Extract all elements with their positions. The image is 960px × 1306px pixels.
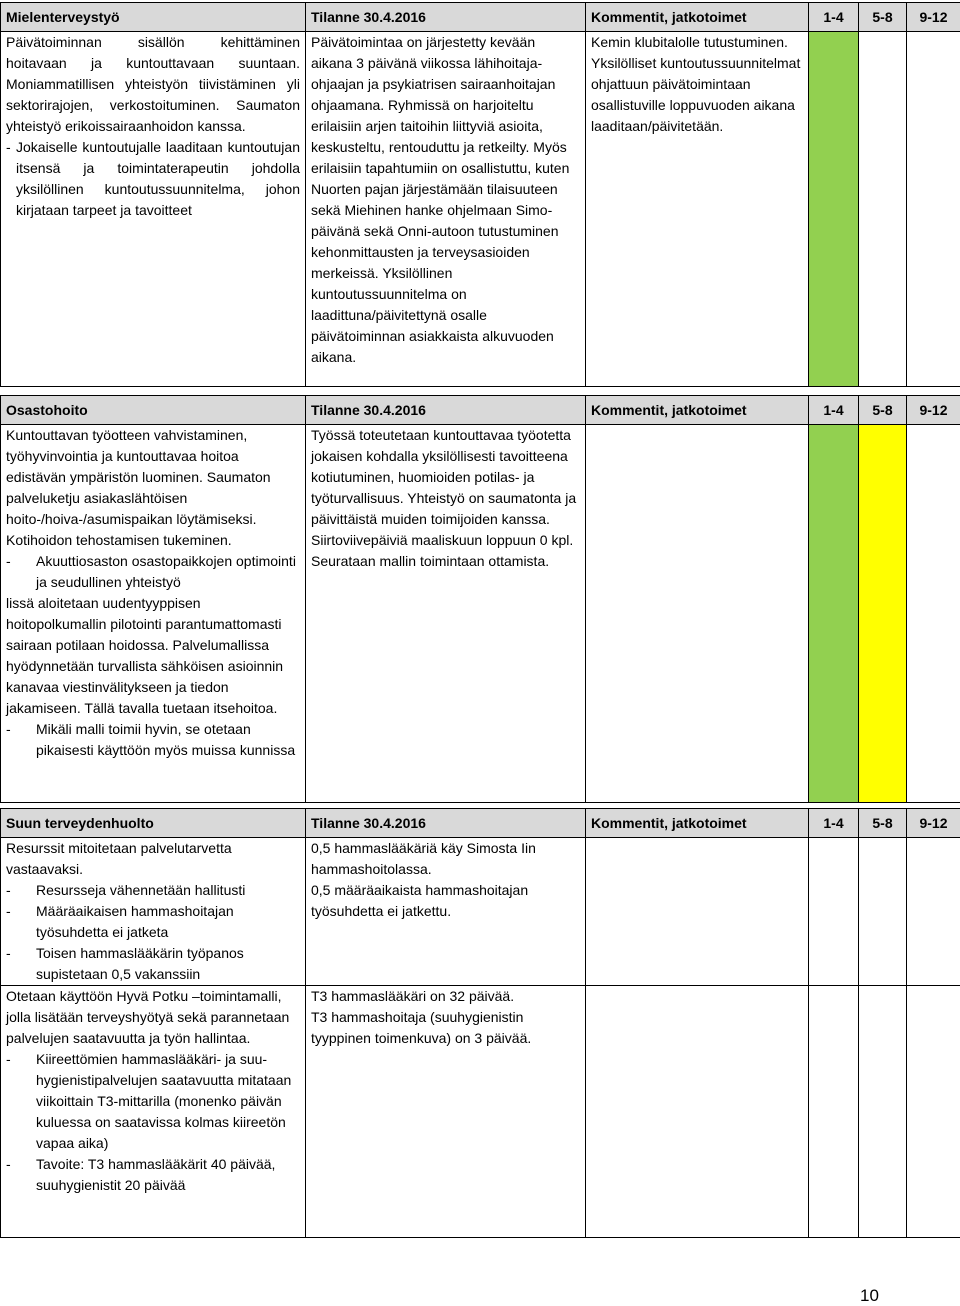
comments-cell bbox=[586, 838, 809, 986]
status-indicator-q1 bbox=[809, 425, 859, 803]
section-header bbox=[1, 396, 960, 425]
comments-cell bbox=[586, 986, 809, 1238]
status-text: Seurataan mallin toimintaan ottamista. bbox=[311, 551, 580, 572]
status-cell bbox=[306, 425, 586, 803]
comments-cell bbox=[586, 32, 809, 387]
status-date: Tilanne 30.4.2016 bbox=[306, 396, 586, 425]
table-row bbox=[1, 986, 960, 1238]
status-indicator-q2 bbox=[859, 425, 907, 803]
status-text: Päivätoimintaa on järjestetty kevään aikana 3 päivänä viikossa lähihoitaja-ohjaajan ja psykiatrisen sairaanhoitajan ohjaamana. Ryhmissä on harjoiteltu erilaisiin arjen taitoihin liittyviä asioita, keskusteltu, rentouduttu ja retkeilty. Myös erilaisiin tapahtumiin on osallistuttu, kuten Nuorten pajan järjestämään tilaisuuteen sekä Miehinen hanke ohjelmaan Simo-päivänä sekä Onni-autoon tutustuminen kehonmittausten ja terveysasioiden merkeissä. Yksilöllinen kuntoutussuunnitelma on laadittuna/päivitettynä osalle päivätoiminnan asiakkaista alkuvuoden aikana. bbox=[311, 32, 580, 368]
section-osastohoito bbox=[0, 395, 960, 803]
goal-text: Päivätoiminnan sisällön kehittäminen hoitavaan ja kuntouttavaan suuntaan. Moniammatillisen yhteistyön tiivistäminen yli sektorirajojen, verkostoituminen. Saumaton yhteistyö erikoissairaanhoidon kanssa. bbox=[6, 32, 300, 137]
goal-cell bbox=[1, 838, 306, 986]
status-indicator-q1 bbox=[809, 838, 859, 986]
goal-bullet-text: Jokaiselle kuntoutujalle laaditaan kuntoutujan itsensä ja toimintaterapeutin johdolla yksilöllinen kuntoutussuunnitelma, johon kirjataan tarpeet ja tavoitteet bbox=[16, 137, 300, 221]
status-indicator-q3 bbox=[907, 425, 960, 803]
dash-mark: - bbox=[6, 880, 36, 901]
status-text: T3 hammashoitaja (suuhygienistin tyyppinen toimenkuva) on 3 päivää. bbox=[311, 1007, 580, 1049]
quarter-1-header: 1-4 bbox=[809, 396, 859, 425]
goal-bullet bbox=[6, 880, 300, 901]
dash-mark: - bbox=[6, 1049, 36, 1154]
status-date: Tilanne 30.4.2016 bbox=[306, 3, 586, 32]
comments-header: Kommentit, jatkotoimet bbox=[586, 809, 809, 838]
dash-mark: - bbox=[6, 901, 36, 943]
quarter-1-header: 1-4 bbox=[809, 809, 859, 838]
quarter-2-header: 5-8 bbox=[859, 809, 907, 838]
dash-mark: - bbox=[6, 719, 36, 761]
quarter-3-header: 9-12 bbox=[907, 809, 960, 838]
section-suun-terveydenhuolto bbox=[0, 808, 960, 1238]
section-header bbox=[1, 809, 960, 838]
goal-cell bbox=[1, 986, 306, 1238]
goal-cell bbox=[1, 32, 306, 387]
goal-bullet-text: Kiireettömien hammaslääkäri- ja suu-hygienistipalvelujen saatavuutta mitataan viikoittain T3-mittarilla (monenko päivän kuluessa on saatavissa kolmas kiireetön vapaa aika) bbox=[36, 1049, 300, 1154]
dash-mark: - bbox=[6, 943, 36, 985]
section-mielenterveystyo bbox=[0, 2, 960, 387]
status-indicator-q3 bbox=[907, 838, 960, 986]
goal-bullet bbox=[6, 1154, 300, 1196]
quarter-1-header: 1-4 bbox=[809, 3, 859, 32]
quarter-2-header: 5-8 bbox=[859, 396, 907, 425]
goal-bullet bbox=[6, 137, 300, 221]
table-row bbox=[1, 32, 960, 387]
goal-bullet-text: Tavoite: T3 hammaslääkärit 40 päivää, suuhygienistit 20 päivää bbox=[36, 1154, 300, 1196]
goal-bullet-text: Määräaikaisen hammashoitajan työsuhdetta ei jatketa bbox=[36, 901, 300, 943]
goal-bullet bbox=[6, 943, 300, 985]
status-indicator-q3 bbox=[907, 32, 960, 387]
status-text: 0,5 määräaikaista hammashoitajan työsuhdetta ei jatkettu. bbox=[311, 880, 580, 922]
comments-header: Kommentit, jatkotoimet bbox=[586, 3, 809, 32]
status-cell bbox=[306, 838, 586, 986]
status-indicator-q2 bbox=[859, 986, 907, 1238]
comments-text: Kemin klubitalolle tutustuminen. Yksilölliset kuntoutussuunnitelmat ohjattuun päivätoimintaan osallistuville loppuvuoden aikana laaditaan/päivitetään. bbox=[591, 32, 803, 137]
status-text: 0,5 hammaslääkäriä käy Simosta Iin hammashoitolassa. bbox=[311, 838, 580, 880]
goal-bullet bbox=[6, 1049, 300, 1154]
dash-mark: - bbox=[6, 137, 16, 221]
goal-middle: lissä aloitetaan uudentyyppisen hoitopolkumallin pilotointi parantumattomasti sairaan potilaan hoidossa. Palvelumallissa hyödynnetään turvallista sähköisen asioinnin kanavaa viestinvälitykseen ja tiedon jakamiseen. Tällä tavalla tuetaan itsehoitoa. bbox=[6, 593, 300, 719]
section-title: Suun terveydenhuolto bbox=[1, 809, 306, 838]
section-header bbox=[1, 3, 960, 32]
status-indicator-q1 bbox=[809, 986, 859, 1238]
status-indicator-q3 bbox=[907, 986, 960, 1238]
goal-cell bbox=[1, 425, 306, 803]
goal-bullet bbox=[6, 719, 300, 761]
status-date: Tilanne 30.4.2016 bbox=[306, 809, 586, 838]
goal-bullet bbox=[6, 551, 300, 593]
quarter-2-header: 5-8 bbox=[859, 3, 907, 32]
quarter-3-header: 9-12 bbox=[907, 3, 960, 32]
dash-mark: - bbox=[6, 551, 36, 593]
goal-bullet bbox=[6, 901, 300, 943]
goal-bullet-text: Toisen hammaslääkärin työpanos supistetaan 0,5 vakanssiin bbox=[36, 943, 300, 985]
status-indicator-q2 bbox=[859, 32, 907, 387]
table-row bbox=[1, 425, 960, 803]
quarter-3-header: 9-12 bbox=[907, 396, 960, 425]
goal-bullet-text: Resursseja vähennetään hallitusti bbox=[36, 880, 300, 901]
table-row bbox=[1, 838, 960, 986]
status-cell bbox=[306, 986, 586, 1238]
page-number: 10 bbox=[860, 1286, 879, 1306]
goal-intro: Kuntouttavan työotteen vahvistaminen, työhyvinvointia ja kuntouttavaa hoitoa edistävän ympäristön luominen. Saumaton palveluketju asiakaslähtöisen hoito-/hoiva-/asumispaikan löytämiseksi. Kotihoidon tehostamisen tukeminen. bbox=[6, 425, 300, 551]
section-title: Mielenterveystyö bbox=[1, 3, 306, 32]
status-text: Työssä toteutetaan kuntouttavaa työotetta jokaisen kohdalla yksilöllisesti tavoitteena kotiutuminen, huomioiden potilas- ja työturvallisuus. Yhteistyö on saumatonta ja päivittäistä muiden toimijoiden kanssa. Siirtoviivepäiviä maaliskuun loppuun 0 kpl. bbox=[311, 425, 580, 551]
status-indicator-q2 bbox=[859, 838, 907, 986]
goal-bullet-text: Mikäli malli toimii hyvin, se otetaan pikaisesti käyttöön myös muissa kunnissa bbox=[36, 719, 300, 761]
goal-intro: Otetaan käyttöön Hyvä Potku –toimintamalli, jolla lisätään terveyshyötyä sekä parannetaan palvelujen saatavuutta ja työn hallintaa. bbox=[6, 986, 300, 1049]
section-title: Osastohoito bbox=[1, 396, 306, 425]
dash-mark: - bbox=[6, 1154, 36, 1196]
status-cell bbox=[306, 32, 586, 387]
goal-intro: Resurssit mitoitetaan palvelutarvetta vastaavaksi. bbox=[6, 838, 300, 880]
status-indicator-q1 bbox=[809, 32, 859, 387]
comments-header: Kommentit, jatkotoimet bbox=[586, 396, 809, 425]
goal-bullet-text: Akuuttiosaston osastopaikkojen optimointi ja seudullinen yhteistyö bbox=[36, 551, 300, 593]
comments-cell bbox=[586, 425, 809, 803]
status-text: T3 hammaslääkäri on 32 päivää. bbox=[311, 986, 580, 1007]
